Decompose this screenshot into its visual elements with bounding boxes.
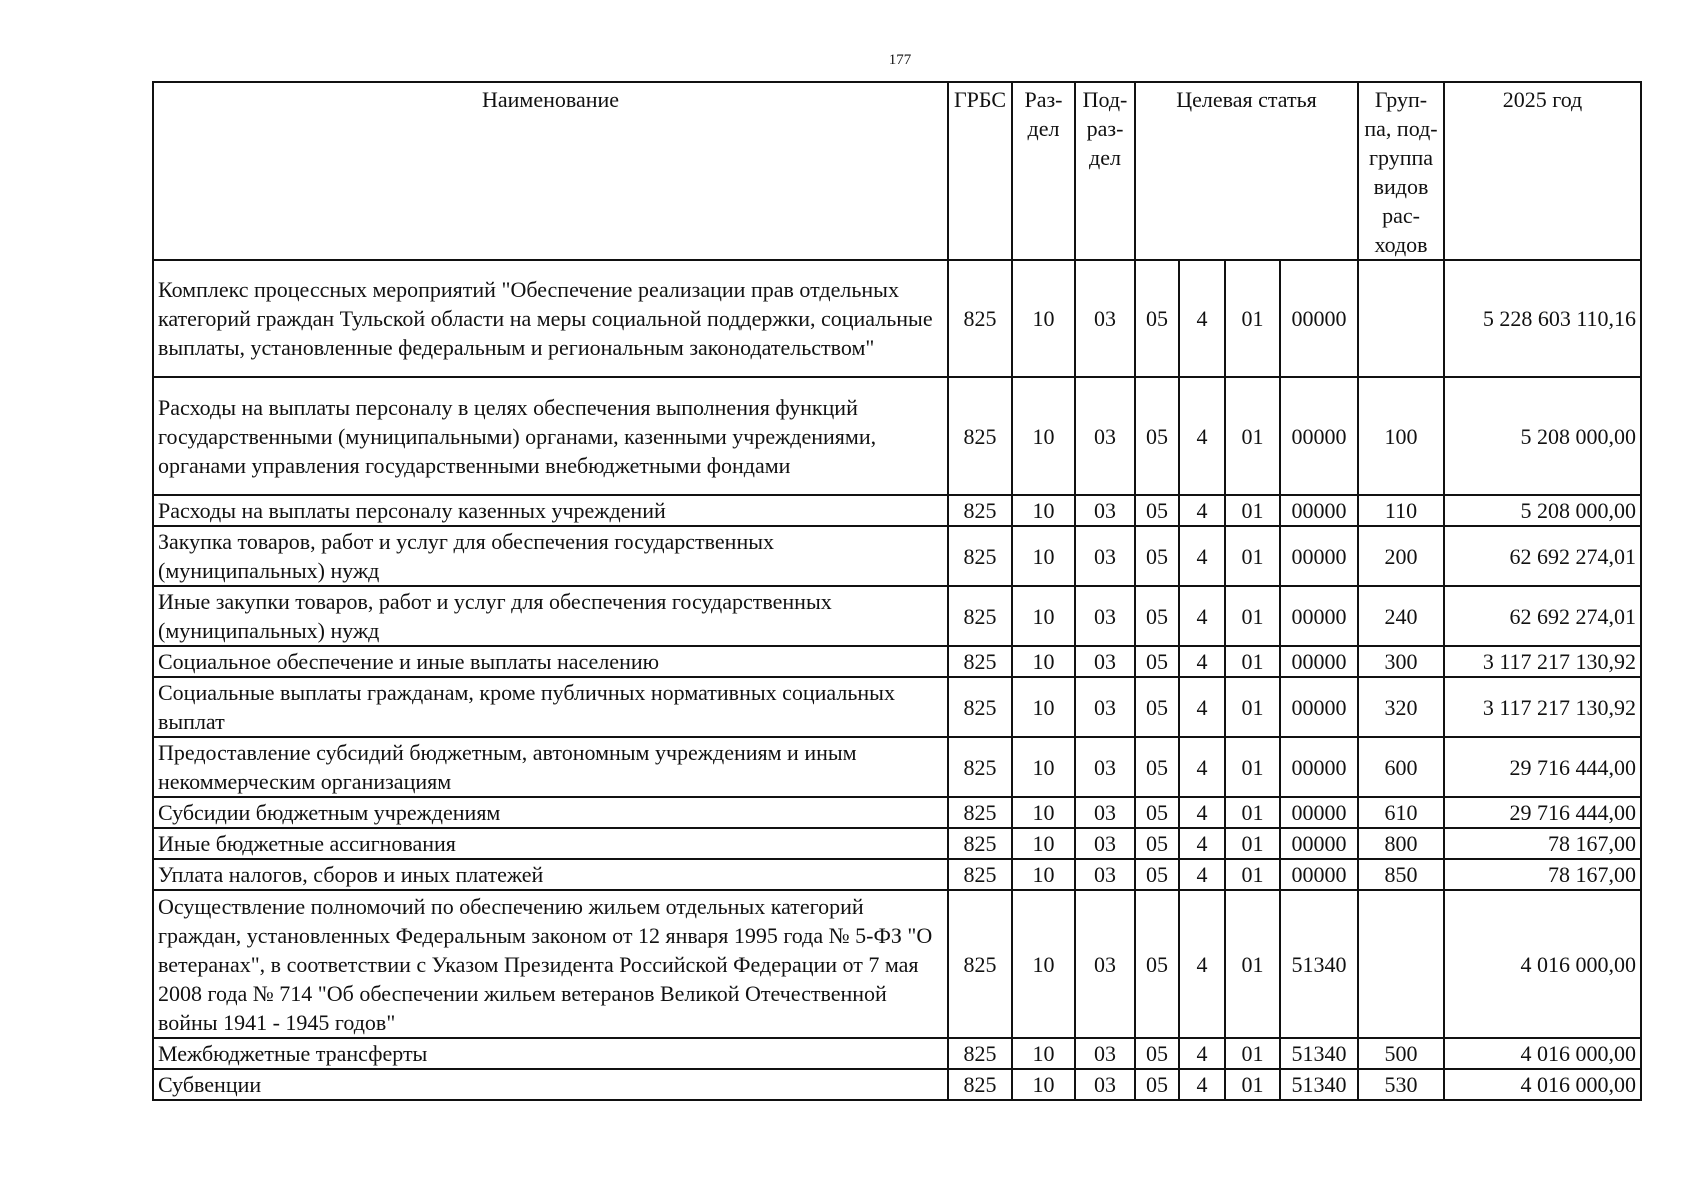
cell-target-complex: 01 <box>1225 1069 1280 1100</box>
cell-amount: 62 692 274,01 <box>1444 586 1641 646</box>
cell-expense-group: 300 <box>1358 646 1444 677</box>
cell-podrazdel: 03 <box>1075 677 1135 737</box>
cell-target-direction: 51340 <box>1280 1069 1358 1100</box>
cell-grbs: 825 <box>948 737 1012 797</box>
cell-amount: 78 167,00 <box>1444 828 1641 859</box>
cell-target-direction: 00000 <box>1280 586 1358 646</box>
cell-target-complex: 01 <box>1225 677 1280 737</box>
cell-grbs: 825 <box>948 1038 1012 1069</box>
cell-target-complex: 01 <box>1225 828 1280 859</box>
cell-target-program: 05 <box>1135 890 1179 1038</box>
table-row <box>153 1038 1641 1069</box>
cell-expense-group: 600 <box>1358 737 1444 797</box>
table-row <box>153 260 1641 377</box>
table-row <box>153 737 1641 797</box>
cell-target-type: 4 <box>1179 260 1225 377</box>
header-name: Наименование <box>153 82 948 260</box>
cell-name: Субвенции <box>153 1069 948 1100</box>
cell-name: Комплекс процессных мероприятий "Обеспечение реализации прав отдельных категорий граждан Тульской области на меры социальной поддержки, социальные выплаты, установленные федеральным и региональным законодательством" <box>153 260 948 377</box>
cell-amount: 3 117 217 130,92 <box>1444 677 1641 737</box>
cell-razdel: 10 <box>1012 797 1075 828</box>
header-grbs: ГРБС <box>948 82 1012 260</box>
table-row <box>153 586 1641 646</box>
cell-target-direction: 00000 <box>1280 526 1358 586</box>
cell-podrazdel: 03 <box>1075 737 1135 797</box>
cell-target-type: 4 <box>1179 586 1225 646</box>
cell-grbs: 825 <box>948 526 1012 586</box>
cell-grbs: 825 <box>948 1069 1012 1100</box>
cell-expense-group <box>1358 260 1444 377</box>
cell-amount: 5 208 000,00 <box>1444 495 1641 526</box>
table-body <box>153 260 1641 1100</box>
cell-name: Межбюджетные трансферты <box>153 1038 948 1069</box>
cell-razdel: 10 <box>1012 828 1075 859</box>
cell-podrazdel: 03 <box>1075 377 1135 495</box>
cell-name: Иные закупки товаров, работ и услуг для обеспечения государственных (муниципальных) нужд <box>153 586 948 646</box>
table-row <box>153 1069 1641 1100</box>
cell-target-complex: 01 <box>1225 646 1280 677</box>
cell-target-direction: 00000 <box>1280 797 1358 828</box>
budget-table <box>152 81 1642 1101</box>
table-row <box>153 890 1641 1038</box>
cell-amount: 5 228 603 110,16 <box>1444 260 1641 377</box>
cell-amount: 4 016 000,00 <box>1444 890 1641 1038</box>
cell-podrazdel: 03 <box>1075 260 1135 377</box>
header-podrazdel: Под- раз- дел <box>1075 82 1135 260</box>
cell-target-type: 4 <box>1179 377 1225 495</box>
cell-amount: 3 117 217 130,92 <box>1444 646 1641 677</box>
cell-target-type: 4 <box>1179 495 1225 526</box>
cell-target-direction: 00000 <box>1280 260 1358 377</box>
cell-podrazdel: 03 <box>1075 646 1135 677</box>
cell-name: Закупка товаров, работ и услуг для обеспечения государственных (муниципальных) нужд <box>153 526 948 586</box>
table-row <box>153 828 1641 859</box>
cell-podrazdel: 03 <box>1075 526 1135 586</box>
cell-razdel: 10 <box>1012 260 1075 377</box>
table-header-row <box>153 82 1641 260</box>
cell-target-program: 05 <box>1135 828 1179 859</box>
cell-target-program: 05 <box>1135 1038 1179 1069</box>
cell-target-direction: 00000 <box>1280 495 1358 526</box>
cell-target-program: 05 <box>1135 526 1179 586</box>
table-row <box>153 677 1641 737</box>
cell-target-type: 4 <box>1179 677 1225 737</box>
cell-name: Уплата налогов, сборов и иных платежей <box>153 859 948 890</box>
cell-grbs: 825 <box>948 260 1012 377</box>
cell-target-type: 4 <box>1179 1038 1225 1069</box>
cell-podrazdel: 03 <box>1075 797 1135 828</box>
cell-grbs: 825 <box>948 859 1012 890</box>
cell-razdel: 10 <box>1012 526 1075 586</box>
cell-amount: 78 167,00 <box>1444 859 1641 890</box>
cell-target-direction: 00000 <box>1280 377 1358 495</box>
cell-amount: 4 016 000,00 <box>1444 1069 1641 1100</box>
cell-amount: 62 692 274,01 <box>1444 526 1641 586</box>
cell-name: Осуществление полномочий по обеспечению жильем отдельных категорий граждан, установленных Федеральным законом от 12 января 1995 года № 5-ФЗ "О ветеранах", в соответствии с Указом Президента Российской Федерации от 7 мая 2008 года № 714 "Об обеспечении жильем ветеранов Великой Отечественной войны 1941 - 1945 годов" <box>153 890 948 1038</box>
cell-target-direction: 00000 <box>1280 828 1358 859</box>
cell-grbs: 825 <box>948 828 1012 859</box>
cell-target-program: 05 <box>1135 377 1179 495</box>
cell-name: Социальное обеспечение и иные выплаты населению <box>153 646 948 677</box>
header-expense-group: Груп- па, под- группа видов рас- ходов <box>1358 82 1444 260</box>
cell-razdel: 10 <box>1012 646 1075 677</box>
cell-target-complex: 01 <box>1225 737 1280 797</box>
cell-amount: 5 208 000,00 <box>1444 377 1641 495</box>
cell-expense-group: 100 <box>1358 377 1444 495</box>
cell-razdel: 10 <box>1012 1069 1075 1100</box>
cell-expense-group: 200 <box>1358 526 1444 586</box>
cell-target-direction: 51340 <box>1280 1038 1358 1069</box>
cell-grbs: 825 <box>948 377 1012 495</box>
cell-expense-group: 110 <box>1358 495 1444 526</box>
cell-grbs: 825 <box>948 797 1012 828</box>
cell-razdel: 10 <box>1012 677 1075 737</box>
cell-target-program: 05 <box>1135 677 1179 737</box>
cell-target-complex: 01 <box>1225 797 1280 828</box>
cell-target-direction: 00000 <box>1280 737 1358 797</box>
cell-razdel: 10 <box>1012 377 1075 495</box>
cell-target-type: 4 <box>1179 828 1225 859</box>
cell-target-complex: 01 <box>1225 586 1280 646</box>
cell-razdel: 10 <box>1012 859 1075 890</box>
cell-target-direction: 51340 <box>1280 890 1358 1038</box>
cell-expense-group: 500 <box>1358 1038 1444 1069</box>
cell-name: Социальные выплаты гражданам, кроме публичных нормативных социальных выплат <box>153 677 948 737</box>
cell-razdel: 10 <box>1012 737 1075 797</box>
cell-razdel: 10 <box>1012 890 1075 1038</box>
cell-expense-group: 240 <box>1358 586 1444 646</box>
cell-podrazdel: 03 <box>1075 828 1135 859</box>
cell-target-complex: 01 <box>1225 890 1280 1038</box>
cell-target-program: 05 <box>1135 495 1179 526</box>
cell-razdel: 10 <box>1012 586 1075 646</box>
cell-amount: 29 716 444,00 <box>1444 797 1641 828</box>
cell-target-type: 4 <box>1179 859 1225 890</box>
cell-target-type: 4 <box>1179 646 1225 677</box>
table-row <box>153 797 1641 828</box>
cell-target-type: 4 <box>1179 890 1225 1038</box>
table-row <box>153 859 1641 890</box>
cell-target-type: 4 <box>1179 1069 1225 1100</box>
cell-name: Расходы на выплаты персоналу казенных учреждений <box>153 495 948 526</box>
cell-podrazdel: 03 <box>1075 495 1135 526</box>
cell-razdel: 10 <box>1012 495 1075 526</box>
cell-name: Расходы на выплаты персоналу в целях обеспечения выполнения функций государственными (муниципальными) органами, казенными учреждениями, органами управления государственными внебюджетными фондами <box>153 377 948 495</box>
cell-expense-group: 850 <box>1358 859 1444 890</box>
cell-target-complex: 01 <box>1225 526 1280 586</box>
cell-amount: 29 716 444,00 <box>1444 737 1641 797</box>
cell-grbs: 825 <box>948 646 1012 677</box>
cell-target-direction: 00000 <box>1280 859 1358 890</box>
cell-target-type: 4 <box>1179 737 1225 797</box>
cell-expense-group: 610 <box>1358 797 1444 828</box>
cell-target-type: 4 <box>1179 797 1225 828</box>
cell-grbs: 825 <box>948 495 1012 526</box>
cell-target-program: 05 <box>1135 797 1179 828</box>
cell-podrazdel: 03 <box>1075 586 1135 646</box>
cell-amount: 4 016 000,00 <box>1444 1038 1641 1069</box>
cell-target-direction: 00000 <box>1280 677 1358 737</box>
cell-expense-group: 530 <box>1358 1069 1444 1100</box>
page-number: 177 <box>888 52 912 68</box>
cell-target-program: 05 <box>1135 737 1179 797</box>
cell-target-complex: 01 <box>1225 1038 1280 1069</box>
cell-name: Иные бюджетные ассигнования <box>153 828 948 859</box>
table-row <box>153 526 1641 586</box>
table-row <box>153 495 1641 526</box>
cell-grbs: 825 <box>948 677 1012 737</box>
cell-expense-group: 320 <box>1358 677 1444 737</box>
cell-target-complex: 01 <box>1225 859 1280 890</box>
cell-target-program: 05 <box>1135 586 1179 646</box>
cell-target-type: 4 <box>1179 526 1225 586</box>
cell-razdel: 10 <box>1012 1038 1075 1069</box>
cell-expense-group <box>1358 890 1444 1038</box>
cell-target-program: 05 <box>1135 260 1179 377</box>
cell-podrazdel: 03 <box>1075 890 1135 1038</box>
header-target-article: Целевая статья <box>1135 82 1358 260</box>
cell-target-complex: 01 <box>1225 260 1280 377</box>
cell-target-complex: 01 <box>1225 495 1280 526</box>
cell-target-direction: 00000 <box>1280 646 1358 677</box>
cell-target-program: 05 <box>1135 1069 1179 1100</box>
cell-podrazdel: 03 <box>1075 1069 1135 1100</box>
cell-target-program: 05 <box>1135 859 1179 890</box>
cell-name: Субсидии бюджетным учреждениям <box>153 797 948 828</box>
table-row <box>153 377 1641 495</box>
cell-grbs: 825 <box>948 586 1012 646</box>
table-row <box>153 646 1641 677</box>
cell-target-complex: 01 <box>1225 377 1280 495</box>
cell-podrazdel: 03 <box>1075 1038 1135 1069</box>
header-razdel: Раз- дел <box>1012 82 1075 260</box>
cell-name: Предоставление субсидий бюджетным, автономным учреждениям и иным некоммерческим организациям <box>153 737 948 797</box>
cell-expense-group: 800 <box>1358 828 1444 859</box>
header-year: 2025 год <box>1444 82 1641 260</box>
cell-grbs: 825 <box>948 890 1012 1038</box>
cell-target-program: 05 <box>1135 646 1179 677</box>
cell-podrazdel: 03 <box>1075 859 1135 890</box>
